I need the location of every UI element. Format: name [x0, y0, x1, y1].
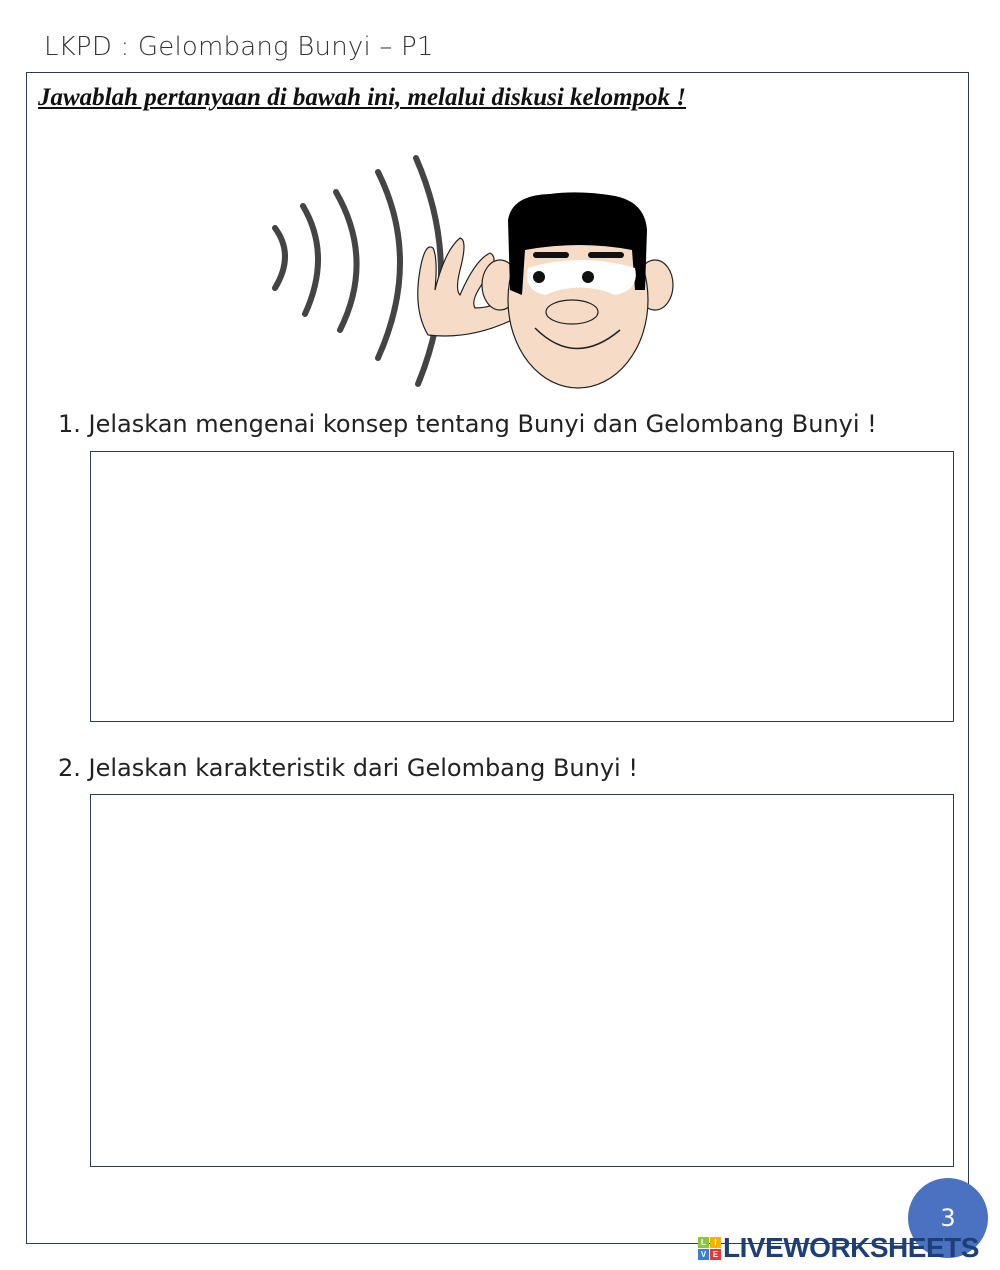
logo-letter: E: [710, 1249, 721, 1260]
liveworksheets-logo: [698, 1232, 979, 1264]
instruction-text: Jawablah pertanyaan di bawah ini, melalui diskusi kelompok !: [38, 84, 687, 111]
logo-letter: V: [698, 1249, 709, 1260]
question-2-answer-box[interactable]: [90, 794, 954, 1167]
live-squares-icon: [698, 1237, 721, 1260]
question-1-answer-box[interactable]: [90, 451, 954, 722]
logo-letter: L: [698, 1237, 709, 1248]
question-2-text: 2. Jelaskan karakteristik dari Gelombang Bunyi !: [58, 754, 638, 782]
question-1-text: 1. Jelaskan mengenai konsep tentang Bunyi dan Gelombang Bunyi !: [58, 410, 877, 438]
logo-text: LIVEWORKSHEETS: [723, 1232, 979, 1263]
person-listening-to-sound-waves-icon: [250, 140, 700, 400]
page-number-badge: 3: [908, 1178, 988, 1258]
logo-letter: I: [710, 1237, 721, 1248]
worksheet-title: LKPD : Gelombang Bunyi – P1: [44, 32, 434, 62]
